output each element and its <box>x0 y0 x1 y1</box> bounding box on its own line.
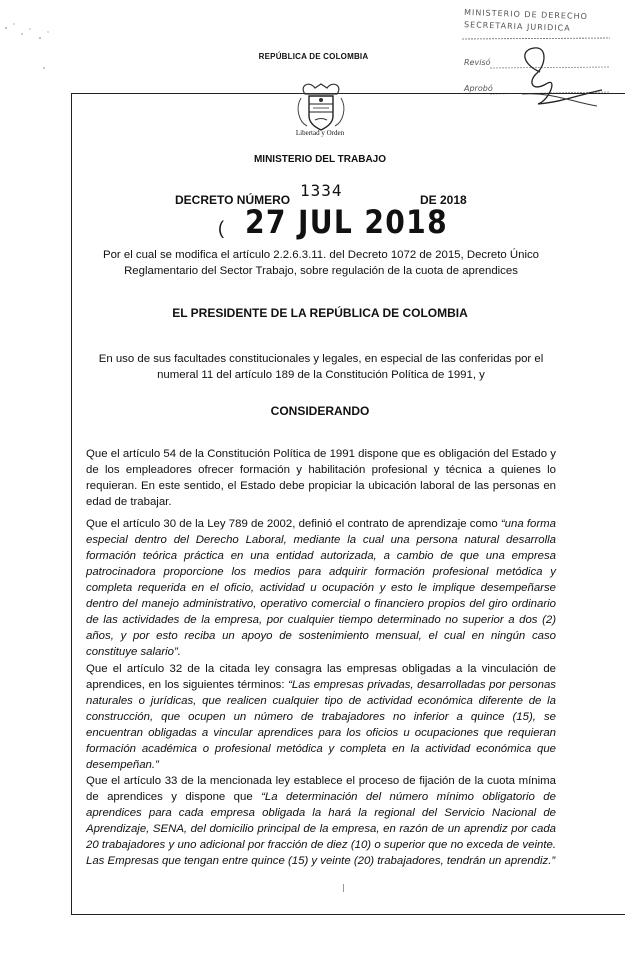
scan-mark <box>343 884 344 892</box>
consideration-3-quote: “Las empresas privadas, desarrolladas por personas naturales o jurídicas, que realicen cualquier tipo de actividad económica diferente de la construcción, que ocupen un número de trabajadores no inferior a quince (15), se encuentran obligadas a vincular aprendices para los oficios u ocupaciones que requieran formación académica o profesional metódica y completa en la actividad económica que desempeñan.” <box>86 679 556 771</box>
decree-date-stamp: 27 JUL 2018 <box>245 203 448 241</box>
ministry-title: MINISTERIO DEL TRABAJO <box>253 154 387 165</box>
consideration-2-quote: “una forma especial dentro del Derecho Laboral, mediante la cual una persona natural desarrolla formación teórica práctica en una entidad autorizada, a cambio de que una empresa patrocinadora proporcione los medios para adquirir formación profesional metódica y completa requerida en el oficio, actividad u ocupación y esto le implique desempeñarse dentro del manejo administrativo, operativo comercial o financiero propios del giro ordinario de las actividades de la empresa, por cualquier tiempo determinado no superior a dos (2) años, y por esto reciba un apoyo de sostenimiento mensual, el cual en ningún caso constituye salario”. <box>86 518 556 658</box>
consideration-2 <box>86 516 556 660</box>
motto: Libertad y Orden <box>295 129 345 137</box>
consideration-4-intro: Que el artículo 33 de la mencionada ley establece el proceso de fijación de la cuota mínima de aprendices y dispone que <box>86 775 556 803</box>
consideration-3-intro: Que el artículo 32 de la citada ley consagra las empresas obligadas a la vinculación de aprendices, en los siguientes términos: <box>86 663 556 691</box>
scan-specks <box>0 20 60 80</box>
stamp-row-approved: Aprobó <box>464 84 493 93</box>
decree-subject: Por el cual se modifica el artículo 2.2.6.3.11. del Decreto 1072 de 2015, Decreto Único Reglamentario del Sector Trabajo, sobre regulación de la cuota de aprendices <box>102 249 540 277</box>
issuer-heading: EL PRESIDENTE DE LA REPÚBLICA DE COLOMBIA <box>172 306 468 320</box>
decree-label: DECRETO NÚMERO <box>175 193 291 207</box>
consideration-4 <box>86 773 556 869</box>
consideration-3 <box>86 661 556 773</box>
powers-paragraph: En uso de sus facultades constitucionales y legales, en especial de las conferidas por el numeral 11 del artículo 189 de la Constitución Política de 1991, y <box>98 353 544 381</box>
consideration-1: Que el artículo 54 de la Constitución Política de 1991 dispone que es obligación del Estado y de los empleadores ofrecer formación y habilitación profesional y técnica a quienes lo requieran. En este sentido, el Estado debe propiciar la ubicación laboral de las personas en edad de trabajar. <box>86 448 556 508</box>
stamp-rule <box>462 34 612 44</box>
consideration-4-quote: “La determinación del número mínimo obligatorio de aprendices para cada empresa obligada la hará la regional del Servicio Nacional de Aprendizaje, SENA, del domicilio principal de la empresa, en razón de un aprendiz por cada 20 trabajadores y uno adicional por fracción de diez (10) o superior que no exceda de veinte. Las Empresas que tengan entre quince (15) y veinte (20) trabajadores, tendrán un aprendiz.” <box>86 791 556 867</box>
decree-year-label: DE 2018 <box>420 193 467 207</box>
stamp-line-2: SECRETARIA JURIDICA <box>463 20 571 33</box>
consideration-2-intro: Que el artículo 30 de la Ley 789 de 2002, definió el contrato de aprendizaje como <box>86 518 501 530</box>
decree-number: 1334 <box>300 181 343 200</box>
stamp-row-reviewed: Revisó <box>464 58 491 67</box>
republic-header: REPÚBLICA DE COLOMBIA <box>258 52 369 61</box>
date-stamp-paren: ( <box>218 218 224 238</box>
stamp-line-1: MINISTERIO DE DERECHO <box>463 7 588 22</box>
considering-heading: CONSIDERANDO <box>270 404 370 418</box>
